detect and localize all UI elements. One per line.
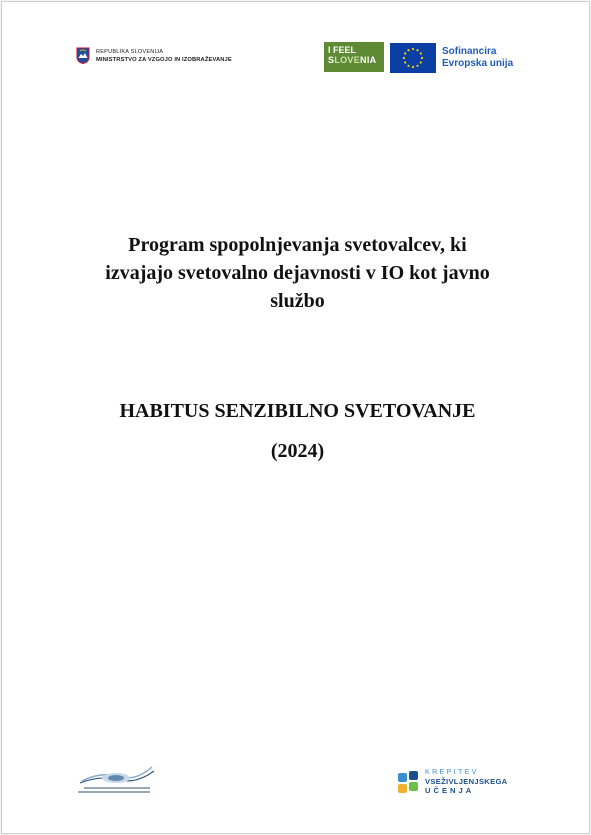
i-feel-slovenia-logo xyxy=(324,42,384,72)
eu-flag-icon xyxy=(390,43,436,73)
eu-cofunded-logo xyxy=(390,43,513,73)
ifeel-line2: SLOVENIA xyxy=(328,55,377,65)
ifeel-line1: I FEEL xyxy=(328,45,357,55)
krepitev-line1: KREPITEV xyxy=(425,769,479,776)
eu-star xyxy=(404,61,406,63)
eu-star xyxy=(412,66,414,68)
slovenia-crest-icon xyxy=(76,47,90,64)
eu-star xyxy=(412,48,414,50)
eu-star xyxy=(416,49,418,51)
document-page xyxy=(1,1,590,834)
eu-star xyxy=(421,57,423,59)
document-year: (2024) xyxy=(270,440,325,462)
eu-logo-line1: Sofinancira xyxy=(442,46,497,57)
eu-star xyxy=(416,65,418,67)
gov-logo-line1: REPUBLIKA SLOVENIJA xyxy=(96,48,164,55)
eu-star xyxy=(407,65,409,67)
program-title-line: službo xyxy=(270,290,325,312)
program-title-line: Program spopolnjevanja svetovalcev, ki xyxy=(128,234,467,256)
eu-star xyxy=(407,49,409,51)
eu-star xyxy=(403,57,405,59)
program-title xyxy=(62,231,533,315)
eu-star xyxy=(420,61,422,63)
krepitev-logo xyxy=(397,768,507,795)
government-logo xyxy=(76,47,232,64)
krepitev-puzzle-icon xyxy=(397,770,419,794)
krepitev-line3: UČENJA xyxy=(425,786,475,795)
eu-star xyxy=(404,52,406,54)
gov-logo-line2: MINISTRSTVO ZA VZGOJO IN IZOBRAŽEVANJE xyxy=(96,56,232,63)
krepitev-line2: VSEŽIVLJENJSKEGA xyxy=(425,777,508,786)
eu-star xyxy=(420,52,422,54)
eu-logo-line2: Evropska unija xyxy=(442,58,514,69)
acs-institute-logo xyxy=(76,763,156,797)
program-title-line: izvajajo svetovalno dejavnosti v IO kot javno xyxy=(105,262,490,284)
main-title: HABITUS SENZIBILNO SVETOVANJE xyxy=(119,400,476,422)
